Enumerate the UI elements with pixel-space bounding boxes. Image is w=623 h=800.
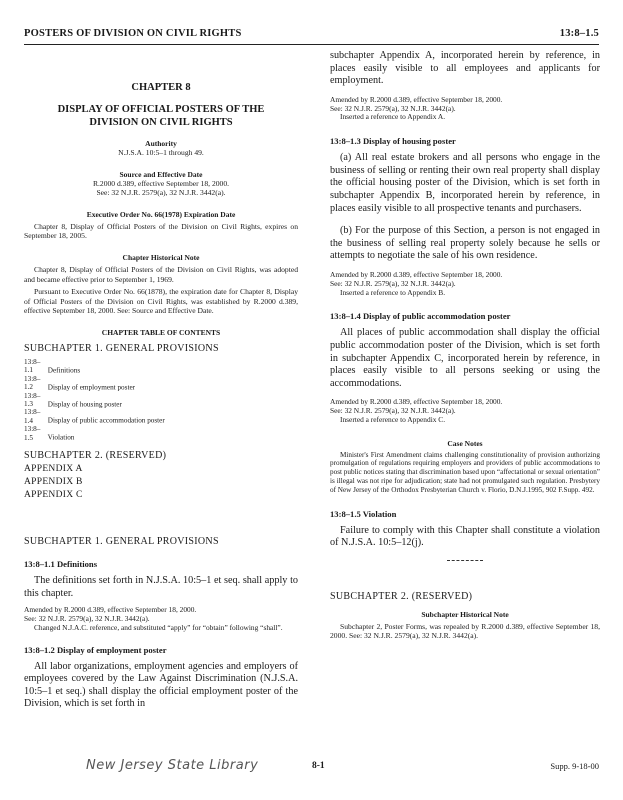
source-line-1: R.2000 d.389, effective September 18, 2000.: [92, 178, 230, 188]
toc-item[interactable]: 13:8–1.2 Display of employment poster: [24, 374, 136, 392]
section-divider: [447, 560, 483, 561]
section-1-1-amendment: Amended by R.2000 d.389, effective September 18, 2000. See: 32 N.J.R. 2579(a), 32 N.J.R. 3442(a). Changed N.J.A.C. reference, and substituted “apply” for “obtain” following “shall”.: [24, 605, 283, 632]
section-1-3-b: (b) For the purpose of this Section, a person is not engaged in the business of selling real property solely because he sells or attempts to negotiate the sale of his own residence.: [330, 225, 600, 262]
subchapter-2-note-heading: Subchapter Historical Note: [421, 609, 509, 619]
subchapter-1-title: SUBCHAPTER 1. GENERAL PROVISIONS: [24, 536, 219, 547]
subchapter-2-title: SUBCHAPTER 2. (RESERVED): [330, 590, 473, 602]
executive-order-heading: Executive Order No. 66(1978) Expiration Date: [86, 209, 236, 219]
section-1-5-body: Failure to comply with this Chapter shall constitute a violation of N.J.S.A. 10:5–12(j).: [330, 524, 600, 549]
left-column: [24, 50, 298, 711]
historical-note-2: Pursuant to Executive Order No. 66(1878), the expiration date for Chapter 8, Display of Official Posters of the Division on Civil Rights, was established by R.2000 d.389, effective September 18, 2000. See: Source and Effective Date.: [24, 287, 298, 316]
right-column: [330, 50, 600, 641]
header-section-range: 13:8–1.5: [559, 28, 599, 39]
section-1-2-heading: 13:8–1.2 Display of employment poster: [24, 644, 167, 655]
running-header: [24, 28, 599, 42]
supplement-date: Supp. 9-18-00: [550, 761, 599, 771]
toc-subchapter-2: SUBCHAPTER 2. (RESERVED): [24, 450, 167, 461]
section-1-3-amendment: Amended by R.2000 d.389, effective September 18, 2000. See: 32 N.J.R. 2579(a), 32 N.J.R. 3442(a). Inserted a reference to Appendix B.: [330, 269, 503, 297]
section-1-1-body: The definitions set forth in N.J.S.A. 10:5–1 et seq. shall apply to this chapter.: [24, 575, 298, 599]
chapter-number: CHAPTER 8: [131, 82, 191, 93]
page-number: 8-1: [312, 761, 325, 771]
case-notes-heading: Case Notes: [447, 438, 483, 448]
case-notes-body: Minister's First Amendment claims challenging constitutionality of provision authorizing promulgation of regulations requiring employers and providers of public accommodations to post public notices stating that discrimination based upon “affectational or sexual orientation” is illegal was not ripe for adjudication; state had not promulgated such regulation. Presbytery of New Jersey of the Orthodox Presbyterian Church v. Florio, D.N.J.1995, 902 F.Supp. 492.: [330, 450, 600, 494]
toc-item[interactable]: 13:8–1.3 Display of housing poster: [24, 391, 122, 408]
section-1-4-heading: 13:8–1.4 Display of public accommodation poster: [330, 311, 511, 322]
historical-note-heading: Chapter Historical Note: [122, 252, 200, 262]
section-1-1-heading: 13:8–1.1 Definitions: [24, 559, 98, 569]
toc-item[interactable]: 13:8–1.1 Definitions: [24, 357, 81, 375]
section-1-2-body: All labor organizations, employment agencies and employers of employees covered by the Law Against Discrimination (N.J.S.A. 10:5–1 et seq.) shall display the official employment poster of the Division, which is set forth in: [24, 660, 298, 710]
authority-text: N.J.S.A. 10:5–1 through 49.: [118, 148, 204, 157]
library-watermark-logo: New Jersey State Library: [86, 758, 259, 773]
section-1-2-amendment: Amended by R.2000 d.389, effective September 18, 2000. See: 32 N.J.R. 2579(a), 32 N.J.R. 3442(a). Inserted a reference to Appendix A.: [330, 94, 503, 122]
section-1-3-heading: 13:8–1.3 Display of housing poster: [330, 136, 456, 147]
executive-order-text: Chapter 8, Display of Official Posters of the Division on Civil Rights, expires on September 18, 2005.: [24, 221, 298, 241]
section-1-4-amendment: Amended by R.2000 d.389, effective September 18, 2000. See: 32 N.J.R. 2579(a), 32 N.J.R. 3442(a). Inserted a reference to Appendix C.: [330, 397, 503, 424]
historical-note-1: Chapter 8, Display of Official Posters of the Division on Civil Rights, was adopted and became effective prior to September 1, 1969.: [24, 264, 298, 284]
section-1-4-body: All places of public accommodation shall display the official public accommodation poster of the Division, which is set forth in subchapter Appendix C, incorporated herein by reference, in places easily visible to all persons seeking or using the accommodations.: [330, 327, 600, 389]
toc-item[interactable]: 13:8–1.5 Violation: [24, 425, 75, 442]
toc-subchapter-1: SUBCHAPTER 1. GENERAL PROVISIONS: [24, 342, 219, 354]
toc-list: [24, 358, 298, 442]
header-rule: [24, 44, 599, 45]
page-footer: [24, 758, 599, 776]
section-1-3-a: (a) All real estate brokers and all persons who engage in the business of selling or renting their own real property shall display the official housing poster of the Division, which is set forth in subchapter Appendix B, incorporated herein by reference, in places easily visible to all prospective tenants and purchasers.: [330, 152, 600, 214]
chapter-title: DISPLAY OF OFFICIAL POSTERS OF THE DIVISION ON CIVIL RIGHTS: [57, 104, 265, 128]
source-line-2: See: 32 N.J.R. 2579(a), 32 N.J.R. 3442(a).: [96, 188, 226, 198]
section-1-2-continued: subchapter Appendix A, incorporated herein by reference, in places easily visible to all employees and applicants for employment.: [330, 50, 600, 87]
toc-item[interactable]: 13:8–1.4 Display of public accommodation poster: [24, 408, 165, 425]
toc-heading: CHAPTER TABLE OF CONTENTS: [101, 327, 221, 337]
source-heading: Source and Effective Date: [119, 169, 203, 179]
toc-appendix-b[interactable]: APPENDIX B: [24, 477, 83, 487]
subchapter-2-note: Subchapter 2, Poster Forms, was repealed by R.2000 d.389, effective September 18, 2000. See: 32 N.J.R. 2579(a), 32 N.J.R. 3442(a).: [330, 621, 600, 641]
toc-appendix-a[interactable]: APPENDIX A: [24, 464, 83, 474]
toc-appendix-c[interactable]: APPENDIX C: [24, 490, 83, 500]
authority-heading: Authority: [145, 139, 177, 148]
section-1-5-heading: 13:8–1.5 Violation: [330, 508, 397, 519]
header-title: POSTERS OF DIVISION ON CIVIL RIGHTS: [24, 28, 242, 39]
